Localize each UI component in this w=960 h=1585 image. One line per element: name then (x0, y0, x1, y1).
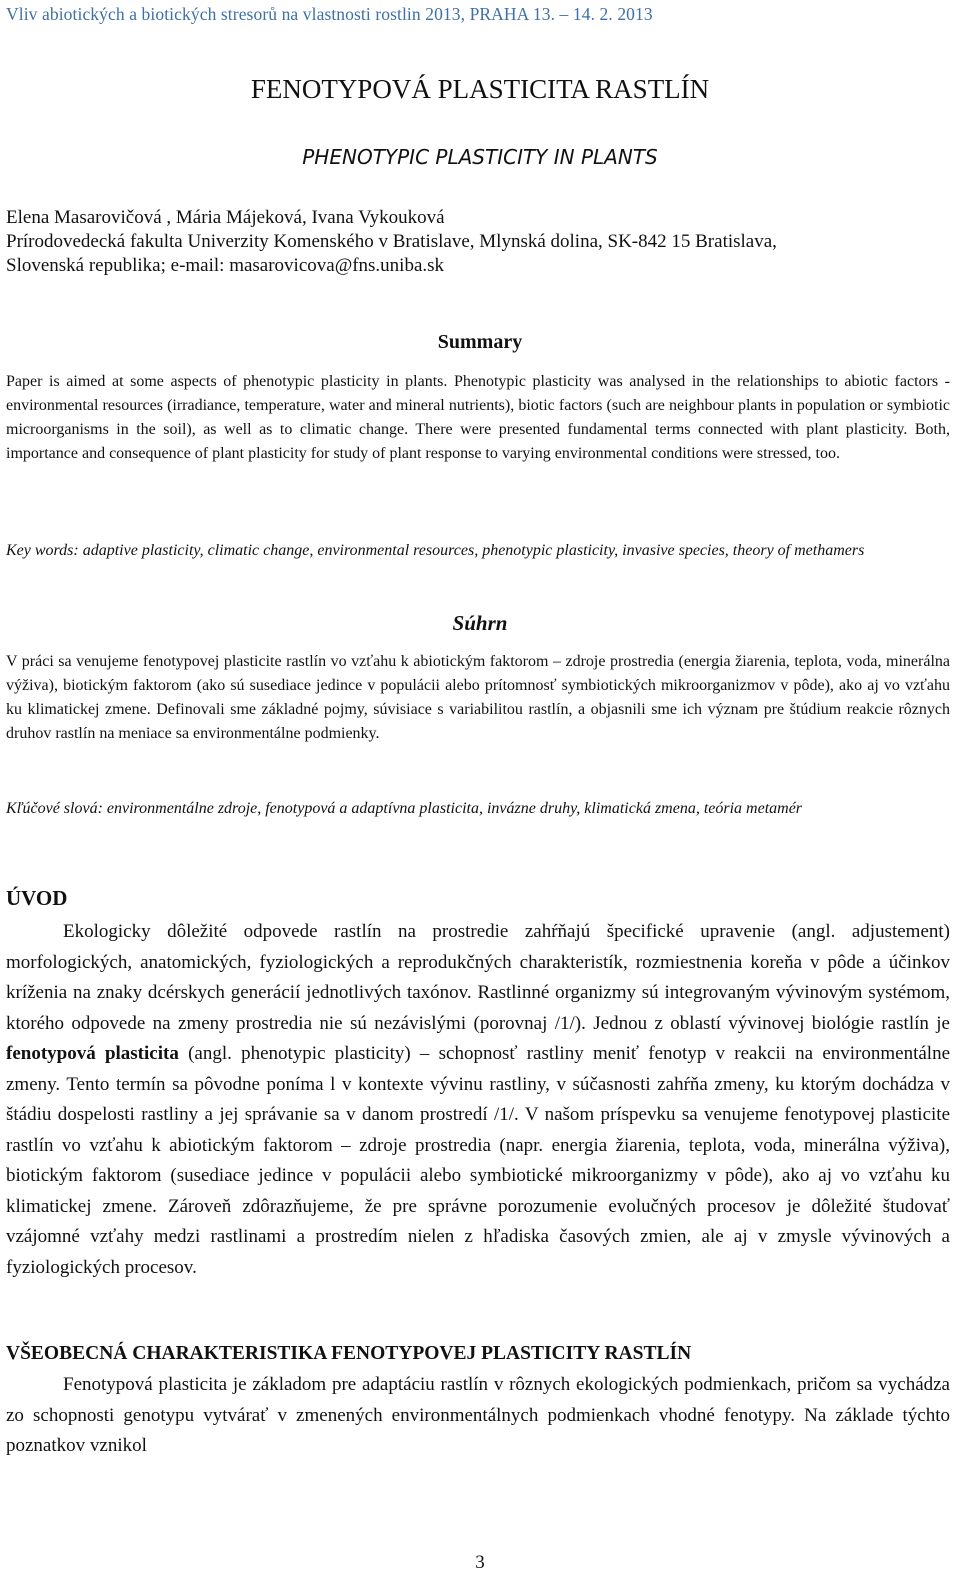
paper-title: FENOTYPOVÁ PLASTICITA RASTLÍN (250, 74, 710, 104)
uvod-heading: ÚVOD (6, 886, 68, 910)
suhrn-text: V práci sa venujeme fenotypovej plasticite rastlín vo vzťahu k abiotickým faktorom – zdroje prostredia (energia žiarenia, teplota, voda, minerálna výživa), biotickým faktorom (ako sú susediace jedince v populácii alebo prítomnosť symbiotických mikroorganizmov v pôde), ako aj vo vzťahu ku klimatickej zmene. Definovali sme základné pojmy, súvisiace s variabilitou rastlín, a objasnili sme ich význam pre štúdium reakcie rôznych druhov rastlín na meniace sa environmentálne podmienky. (6, 653, 950, 742)
running-header: Vliv abiotických a biotických stresorů na vlastnosti rostlin 2013, PRAHA 13. – 14. 2. 2013 (6, 4, 653, 24)
page-number: 3 (475, 1552, 485, 1573)
paper-subtitle: PHENOTYPIC PLASTICITY IN PLANTS (302, 145, 658, 169)
summary-keywords: Key words: adaptive plasticity, climatic change, environmental resources, phenotypic plasticity, invasive species, theory of methamers (6, 542, 865, 559)
summary-heading: Summary (437, 331, 523, 353)
suhrn-heading: Súhrn (452, 611, 508, 635)
uvod-bold-term: fenotypová plasticita (6, 1043, 179, 1064)
suhrn-keywords: Kľúčové slová: environmentálne zdroje, fenotypová a adaptívna plasticita, invázne druhy, klimatická zmena, teória metamér (6, 800, 803, 817)
general-section (6, 1370, 950, 1462)
general-paragraph: Fenotypová plasticita je základom pre adaptáciu rastlín v rôznych ekologických podmienkach, pričom sa vychádza zo schopnosti genotypu vytvárať v zmenených environmentálnych podmienkach vhodné fenotypy. Na základe týchto poznatkov vznikol (6, 1374, 950, 1456)
uvod-paragraph (6, 917, 950, 1283)
summary-text: Paper is aimed at some aspects of phenotypic plasticity in plants. Phenotypic plasticity was analysed in the relationships to abiotic factors - environmental resources (irradiance, temperature, water and mineral nutrients), biotic factors (such are neighbour plants in population or symbiotic microorganisms in the soil), as well as to climatic change. There were presented fundamental terms connected with plant plasticity. Both, importance and consequence of plant plasticity for study of plant response to varying environmental conditions were stressed, too. (6, 373, 950, 462)
author-block (6, 206, 951, 278)
uvod-section (6, 917, 950, 1283)
affiliation-line-2: Slovenská republika; e-mail: masarovicova@fns.uniba.sk (6, 255, 445, 276)
general-heading: VŠEOBECNÁ CHARAKTERISTIKA FENOTYPOVEJ PLASTICITY RASTLÍN (6, 1343, 692, 1364)
author-names: Elena Masarovičová , Mária Májeková, Ivana Vykouková (6, 207, 445, 228)
uvod-text-after: (angl. phenotypic plasticity) – schopnosť rastliny meniť fenotyp v reakcii na environmentálne zmeny. Tento termín sa pôvodne poníma l v kontexte vývinu rastliny, v súčasnosti zahŕňa zmeny, ku ktorým dochádza v štádiu dospelosti rastliny a jej správanie sa v danom prostredí /1/. V našom príspevku sa venujeme fenotypovej plasticite rastlín vo vzťahu k abiotickým faktorom – zdroje prostredia (napr. energia žiarenia, teplota, voda, minerálna výživa), biotickým faktorom (susediace jedince v populácii alebo symbiotické mikroorganizmy v pôde), ako aj vo vzťahu ku klimatickej zmene. Zároveň zdôrazňujeme, že pre správne porozumenie evolučných procesov je dôležité študovať vzájomné vzťahy medzi rastlinami a prostredím nielen z hľadiska časových zmien, ale aj v zmysle vývinových a fyziologických procesov. (6, 1043, 951, 1278)
affiliation-line-1: Prírodovedecká fakulta Univerzity Komenského v Bratislave, Mlynská dolina, SK-842 15 Bratislava, (6, 231, 777, 252)
uvod-text-before: Ekologicky dôležité odpovede rastlín na prostredie zahŕňajú špecifické upravenie (angl. adjustement) morfologických, anatomických, fyziologických a reprodukčných charakteristík, rozmiestnenia koreňa v pôde a účinkov kríženia na znaky dcérskych generácií jednotlivých taxónov. Rastlinné organizmy sú integrovaným vývinovým systémom, ktorého odpovede na zmeny prostredia nie sú nezávislými (porovnaj /1/). Jednou z oblastí vývinovej biológie rastlín je (6, 921, 950, 1034)
